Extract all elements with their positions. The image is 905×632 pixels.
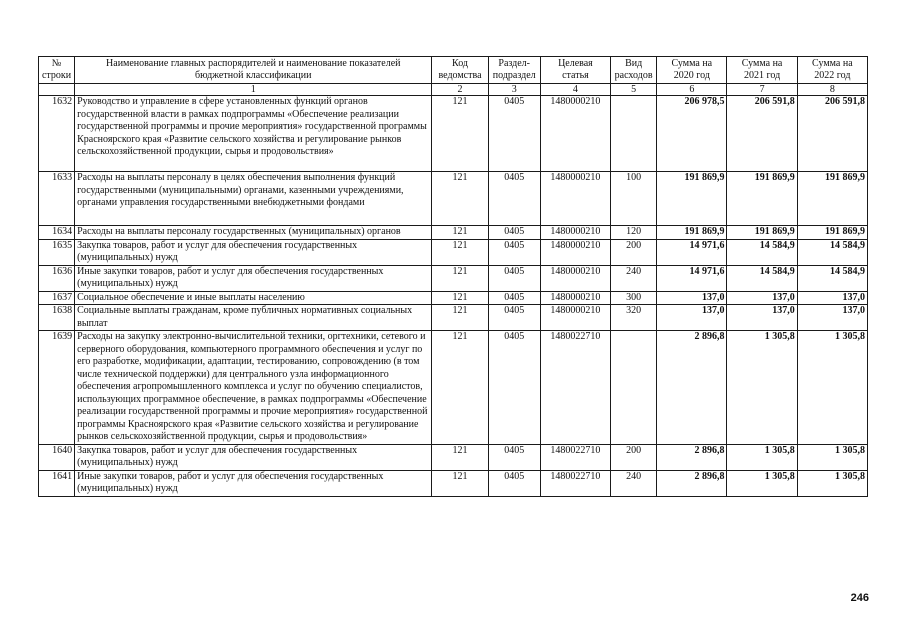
row-sum-2020: 137,0 [657, 291, 727, 305]
row-expense-kind: 320 [611, 305, 657, 331]
row-sum-2020: 137,0 [657, 305, 727, 331]
row-department-code: 121 [432, 291, 488, 305]
table-body [39, 96, 868, 497]
row-department-code: 121 [432, 470, 488, 496]
row-sum-2021: 1 305,8 [727, 331, 797, 445]
row-target-article: 1480000210 [540, 226, 610, 240]
table-row [39, 239, 868, 265]
row-sum-2020: 14 971,6 [657, 239, 727, 265]
table-row [39, 226, 868, 240]
row-expense-kind: 200 [611, 444, 657, 470]
column-number: 7 [727, 84, 797, 96]
row-sum-2020: 206 978,5 [657, 96, 727, 172]
row-department-code: 121 [432, 96, 488, 172]
row-sum-2020: 2 896,8 [657, 470, 727, 496]
row-number: 1633 [39, 172, 75, 226]
row-name: Руководство и управление в сфере установленных функций органов государственной власти в рамках подпрограммы «Обеспечение реализации государственной программы и прочие мероприятия» государственной программы Красноярского края «Развитие сельского хозяйства и регулирование рынков сельскохозяйственной продукции, сырья и продовольствия» [75, 96, 432, 172]
row-number: 1632 [39, 96, 75, 172]
table-row [39, 470, 868, 496]
page-number: 246 [850, 592, 869, 604]
row-expense-kind [611, 96, 657, 172]
row-target-article: 1480000210 [540, 265, 610, 291]
table-row [39, 172, 868, 226]
row-name: Расходы на закупку электронно-вычислительной техники, оргтехники, сетевого и серверного оборудования, компьютерного программного обеспечения и услуг по его разработке, модификации, адаптации, тестированию, сопровождению (в том числе технической поддержки) для центрального узла информационного обеспечения агропромышленного комплекса и услуг по обучению специалистов, использующих программное обеспечение, в рамках подпрограммы «Обеспечение реализации государственной программы и прочие мероприятия» государственной программы Красноярского края «Развитие сельского хозяйства и регулирование рынков сельскохозяйственной продукции, сырья и продовольствия» [75, 331, 432, 445]
row-sum-2020: 2 896,8 [657, 331, 727, 445]
row-department-code: 121 [432, 331, 488, 445]
header-name: Наименование главных распорядителей и наименование показателей бюджетной классификации [75, 57, 432, 84]
row-name: Социальное обеспечение и иные выплаты населению [75, 291, 432, 305]
row-sum-2021: 206 591,8 [727, 96, 797, 172]
table-row [39, 291, 868, 305]
row-section: 0405 [488, 96, 540, 172]
column-number: 4 [540, 84, 610, 96]
column-number: 8 [797, 84, 867, 96]
table-row [39, 305, 868, 331]
row-name: Расходы на выплаты персоналу государственных (муниципальных) органов [75, 226, 432, 240]
row-number: 1636 [39, 265, 75, 291]
row-expense-kind: 200 [611, 239, 657, 265]
header-section: Раздел- подраздел [488, 57, 540, 84]
column-number: 5 [611, 84, 657, 96]
row-target-article: 1480022710 [540, 444, 610, 470]
column-number-blank [39, 84, 75, 96]
row-target-article: 1480000210 [540, 96, 610, 172]
row-expense-kind [611, 331, 657, 445]
column-number: 1 [75, 84, 432, 96]
row-sum-2021: 14 584,9 [727, 239, 797, 265]
row-sum-2021: 14 584,9 [727, 265, 797, 291]
row-sum-2022: 1 305,8 [797, 470, 867, 496]
row-number: 1641 [39, 470, 75, 496]
row-sum-2022: 14 584,9 [797, 239, 867, 265]
row-department-code: 121 [432, 444, 488, 470]
row-section: 0405 [488, 239, 540, 265]
row-sum-2021: 1 305,8 [727, 470, 797, 496]
row-target-article: 1480000210 [540, 172, 610, 226]
row-expense-kind: 240 [611, 265, 657, 291]
row-number: 1635 [39, 239, 75, 265]
row-sum-2021: 191 869,9 [727, 172, 797, 226]
row-section: 0405 [488, 172, 540, 226]
header-kind: Вид расходов [611, 57, 657, 84]
header-sum-2021: Сумма на 2021 год [727, 57, 797, 84]
row-sum-2022: 1 305,8 [797, 331, 867, 445]
row-expense-kind: 120 [611, 226, 657, 240]
row-name: Иные закупки товаров, работ и услуг для обеспечения государственных (муниципальных) нужд [75, 470, 432, 496]
row-sum-2021: 137,0 [727, 291, 797, 305]
table-row [39, 331, 868, 445]
row-name: Закупка товаров, работ и услуг для обеспечения государственных (муниципальных) нужд [75, 444, 432, 470]
row-number: 1638 [39, 305, 75, 331]
row-target-article: 1480000210 [540, 291, 610, 305]
row-section: 0405 [488, 265, 540, 291]
header-article: Целевая статья [540, 57, 610, 84]
row-sum-2021: 191 869,9 [727, 226, 797, 240]
row-target-article: 1480000210 [540, 239, 610, 265]
row-department-code: 121 [432, 305, 488, 331]
row-sum-2021: 137,0 [727, 305, 797, 331]
column-number: 2 [432, 84, 488, 96]
row-target-article: 1480000210 [540, 305, 610, 331]
row-expense-kind: 300 [611, 291, 657, 305]
row-number: 1640 [39, 444, 75, 470]
row-section: 0405 [488, 331, 540, 445]
column-number: 3 [488, 84, 540, 96]
header-code: Код ведомства [432, 57, 488, 84]
row-section: 0405 [488, 470, 540, 496]
row-section: 0405 [488, 226, 540, 240]
header-sum-2020: Сумма на 2020 год [657, 57, 727, 84]
row-number: 1637 [39, 291, 75, 305]
row-section: 0405 [488, 305, 540, 331]
row-name: Закупка товаров, работ и услуг для обеспечения государственных (муниципальных) нужд [75, 239, 432, 265]
row-sum-2020: 191 869,9 [657, 226, 727, 240]
header-sum-2022: Сумма на 2022 год [797, 57, 867, 84]
row-sum-2020: 191 869,9 [657, 172, 727, 226]
row-sum-2022: 14 584,9 [797, 265, 867, 291]
row-sum-2022: 137,0 [797, 305, 867, 331]
row-sum-2021: 1 305,8 [727, 444, 797, 470]
budget-table [38, 56, 868, 497]
row-section: 0405 [488, 444, 540, 470]
row-sum-2020: 14 971,6 [657, 265, 727, 291]
row-department-code: 121 [432, 265, 488, 291]
row-department-code: 121 [432, 226, 488, 240]
table-row [39, 444, 868, 470]
row-sum-2022: 1 305,8 [797, 444, 867, 470]
column-number-row [39, 84, 868, 96]
table-header-row [39, 57, 868, 84]
row-expense-kind: 100 [611, 172, 657, 226]
row-sum-2020: 2 896,8 [657, 444, 727, 470]
row-target-article: 1480022710 [540, 331, 610, 445]
row-target-article: 1480022710 [540, 470, 610, 496]
row-department-code: 121 [432, 239, 488, 265]
row-section: 0405 [488, 291, 540, 305]
row-number: 1639 [39, 331, 75, 445]
row-department-code: 121 [432, 172, 488, 226]
header-no: № строки [39, 57, 75, 84]
row-sum-2022: 191 869,9 [797, 172, 867, 226]
table-row [39, 265, 868, 291]
column-number: 6 [657, 84, 727, 96]
row-number: 1634 [39, 226, 75, 240]
row-name: Социальные выплаты гражданам, кроме публичных нормативных социальных выплат [75, 305, 432, 331]
table-row [39, 96, 868, 172]
row-name: Иные закупки товаров, работ и услуг для обеспечения государственных (муниципальных) нужд [75, 265, 432, 291]
row-expense-kind: 240 [611, 470, 657, 496]
row-name: Расходы на выплаты персоналу в целях обеспечения выполнения функций государственными (муниципальными) органами, казенными учреждениями, органами управления государственными внебюджетными фондами [75, 172, 432, 226]
row-sum-2022: 206 591,8 [797, 96, 867, 172]
row-sum-2022: 137,0 [797, 291, 867, 305]
row-sum-2022: 191 869,9 [797, 226, 867, 240]
